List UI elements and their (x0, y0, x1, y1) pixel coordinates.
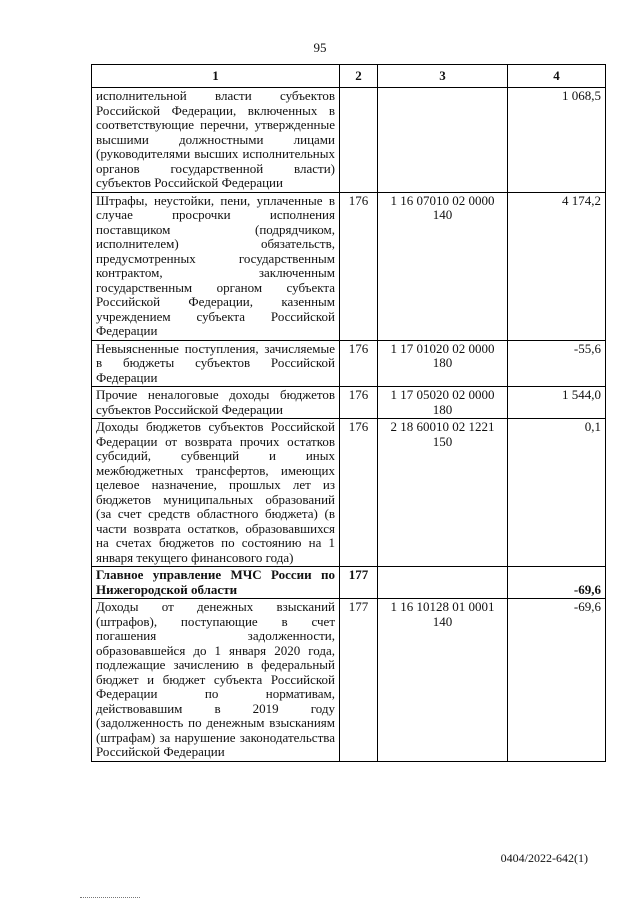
row-admin-code: 177 (340, 567, 378, 599)
row-description: Прочие неналоговые доходы бюджетов субъектов Российской Федерации (92, 387, 340, 419)
row-admin-code (340, 88, 378, 193)
row-description: Штрафы, неустойки, пени, уплаченные в случае просрочки исполнения поставщиком (подрядчиком, исполнителем) обязательств, предусмотренных государственным контрактом, заключенным государственным органом субъекта Российской Федерации, казенным учреждением субъекта Российской Федерации (92, 192, 340, 340)
row-admin-code: 177 (340, 599, 378, 762)
table-row (92, 192, 606, 340)
row-budget-code: 1 17 01020 02 0000 180 (378, 340, 508, 387)
table-header-row (92, 65, 606, 88)
row-budget-code (378, 88, 508, 193)
table-row-section-header (92, 567, 606, 599)
table-row (92, 387, 606, 419)
row-description: Невыясненные поступления, зачисляемые в бюджеты субъектов Российской Федерации (92, 340, 340, 387)
row-budget-code: 2 18 60010 02 1221 150 (378, 419, 508, 567)
table-row (92, 88, 606, 193)
row-admin-code: 176 (340, 419, 378, 567)
row-description: Доходы бюджетов субъектов Российской Федерации от возврата прочих остатков субсидий, субвенций и иных межбюджетных трансфертов, имеющих целевое назначение, прошлых лет из бюджетов муниципальных образований (за счет средств областного бюджета) (в части возврата остатков, образовавшихся на счетах бюджетов по состоянию на 1 января текущего финансового года) (92, 419, 340, 567)
row-amount: -69,6 (508, 567, 606, 599)
column-header-4: 4 (508, 65, 606, 88)
row-admin-code: 176 (340, 387, 378, 419)
row-budget-code (378, 567, 508, 599)
row-amount: 0,1 (508, 419, 606, 567)
row-budget-code: 1 16 07010 02 0000 140 (378, 192, 508, 340)
row-budget-code: 1 17 05020 02 0000 180 (378, 387, 508, 419)
column-header-3: 3 (378, 65, 508, 88)
row-admin-code: 176 (340, 340, 378, 387)
row-amount: -69,6 (508, 599, 606, 762)
row-description: Главное управление МЧС России по Нижегородской области (92, 567, 340, 599)
table-row (92, 419, 606, 567)
row-budget-code: 1 16 10128 01 0001 140 (378, 599, 508, 762)
page-number: 95 (313, 40, 327, 55)
row-admin-code: 176 (340, 192, 378, 340)
row-amount: -55,6 (508, 340, 606, 387)
table-row (92, 340, 606, 387)
row-amount: 1 544,0 (508, 387, 606, 419)
row-amount: 4 174,2 (508, 192, 606, 340)
row-description: Доходы от денежных взысканий (штрафов), поступающие в счет погашения задолженности, образовавшейся до 1 января 2020 года, подлежащие зачислению в федеральный бюджет и бюджет субъекта Российской Федерации по нормативам, действовавшим в 2019 году (задолженность по денежным взысканиям (штрафам) за нарушение законодательства Российской Федерации (92, 599, 340, 762)
column-header-1: 1 (92, 65, 340, 88)
document-code: 0404/2022-642(1) (500, 851, 588, 865)
scan-artifact (80, 897, 140, 900)
column-header-2: 2 (340, 65, 378, 88)
revenue-table (91, 64, 606, 762)
row-amount: 1 068,5 (508, 88, 606, 193)
table-row (92, 599, 606, 762)
row-description: исполнительной власти субъектов Российской Федерации, включенных в соответствующие перечни, утвержденные высшими должностными лицами (руководителями высших исполнительных органов государственной власти) субъектов Российской Федерации (92, 88, 340, 193)
